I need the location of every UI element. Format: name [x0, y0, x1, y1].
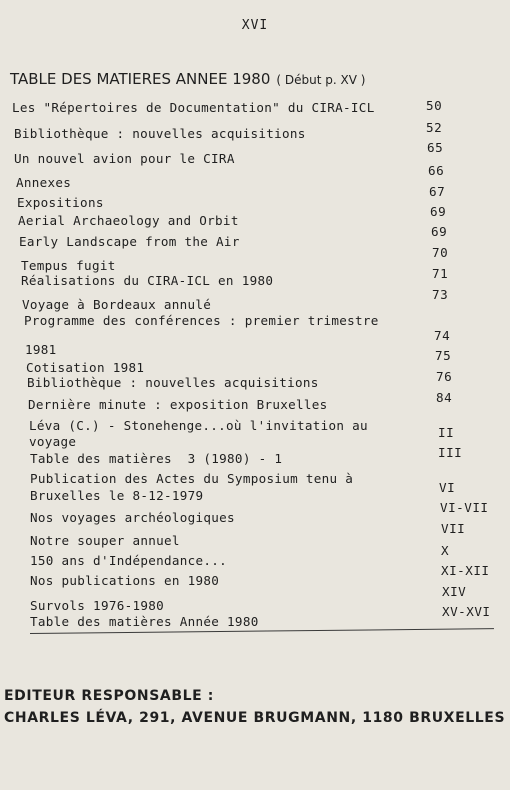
toc-page: VI-VII: [440, 500, 489, 515]
toc-page: 69: [431, 224, 448, 239]
publisher-label: EDITEUR RESPONSABLE :: [4, 688, 214, 704]
page-number: XVI: [241, 18, 269, 33]
toc-page: VI: [439, 480, 456, 495]
toc-entry: Table des matières 3 (1980) - 1: [30, 451, 283, 466]
toc-entry: Early Landscape from the Air: [19, 234, 240, 249]
toc-entry: Expositions: [17, 195, 104, 210]
toc-page: XIV: [442, 584, 467, 599]
publisher-block: [4, 685, 504, 729]
toc-entry: 150 ans d'Indépendance...: [30, 553, 228, 568]
toc-entry: Les "Répertoires de Documentation" du CIRA-ICL: [12, 100, 375, 115]
toc-page: II: [438, 425, 455, 440]
toc-page: 75: [435, 348, 452, 363]
toc-page: XV-XVI: [442, 604, 491, 619]
toc-entry: Dernière minute : exposition Bruxelles: [28, 397, 328, 412]
page-subtitle: ( Début p. XV ): [276, 73, 366, 87]
toc-page: 71: [432, 266, 449, 281]
toc-entry: Bibliothèque : nouvelles acquisitions: [27, 375, 319, 390]
toc-entry: Voyage à Bordeaux annulé: [22, 297, 212, 312]
toc-page: 66: [428, 163, 445, 178]
page-title: TABLE DES MATIERES ANNEE 1980: [10, 70, 271, 88]
toc-entry: Table des matières Année 1980: [30, 614, 259, 629]
toc-page: 67: [429, 184, 446, 199]
toc-entry: Cotisation 1981: [26, 360, 145, 375]
toc-page: 70: [432, 245, 449, 260]
toc-entry: Tempus fugit: [21, 258, 116, 273]
toc-entry: Aerial Archaeology and Orbit: [18, 213, 239, 228]
toc-entry: Nos voyages archéologiques: [30, 510, 235, 525]
toc-page: III: [438, 445, 463, 460]
toc-entry: voyage: [29, 434, 77, 449]
toc-entry: Bruxelles le 8-12-1979: [30, 488, 204, 503]
toc-page: 73: [432, 287, 449, 302]
toc-entry: Bibliothèque : nouvelles acquisitions: [14, 126, 306, 141]
toc-page: 76: [436, 369, 453, 384]
toc-entry: Un nouvel avion pour le CIRA: [14, 151, 235, 166]
toc-page: 84: [436, 390, 453, 405]
toc-entry: 1981: [25, 342, 57, 357]
toc-entry: Publication des Actes du Symposium tenu à: [30, 471, 354, 486]
toc-page: 65: [427, 140, 444, 155]
toc-page: 74: [434, 328, 451, 343]
toc-entry: Léva (C.) - Stonehenge...où l'invitation au: [29, 418, 368, 433]
toc-page: 69: [430, 204, 447, 219]
publisher-address: CHARLES LÉVA, 291, AVENUE BRUGMANN, 1180 BRUXELLES: [4, 710, 506, 726]
toc-page: 52: [426, 120, 443, 135]
toc-entry: Notre souper annuel: [30, 533, 180, 548]
toc-page: VII: [441, 521, 466, 536]
toc-page: 50: [426, 98, 443, 113]
toc-page: X: [441, 543, 450, 558]
toc-entry: Annexes: [16, 175, 72, 190]
toc-entry: Nos publications en 1980: [30, 573, 220, 588]
toc-entry: Réalisations du CIRA-ICL en 1980: [21, 273, 274, 288]
toc-page: XI-XII: [441, 563, 490, 578]
toc-entry: Programme des conférences : premier trimestre: [24, 313, 379, 328]
toc-entry: Survols 1976-1980: [30, 598, 164, 613]
